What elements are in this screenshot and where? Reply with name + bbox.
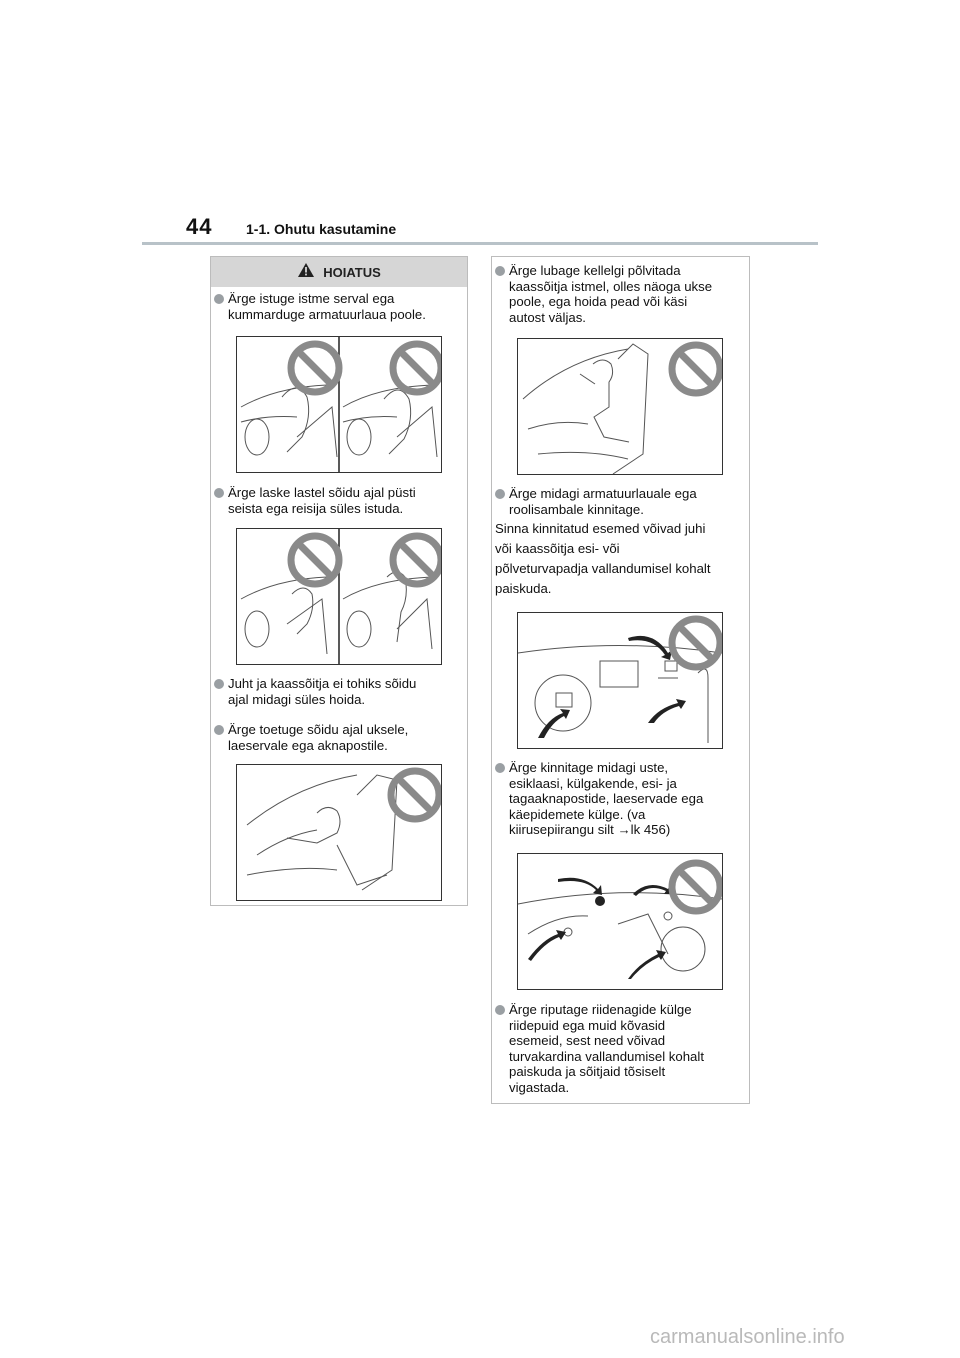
illustration-items-on-dashboard [517, 612, 723, 749]
section-title: 1-1. Ohutu kasutamine [246, 221, 397, 237]
prohibition-icon [672, 345, 720, 393]
prohibition-icon [291, 344, 339, 392]
illustration-sitting-on-seat-edge [236, 336, 442, 473]
prohibition-icon [291, 536, 339, 584]
bullet-icon [495, 266, 505, 276]
watermark: carmanualsonline.info [650, 1326, 845, 1348]
bullet-icon [495, 489, 505, 499]
illustration-leaning-on-door [236, 764, 442, 901]
bullet-icon [214, 725, 224, 735]
warning-item: Ärge istuge istme serval ega kummarduge armatuurlaua poole. [214, 291, 464, 322]
prohibition-icon [672, 619, 720, 667]
warning-item: Ärge riputage riidenagide külge riidepuid ega muid kõvasid esemeid, sest need võivad turvakardina vallandumisel kohalt paiskuda ja sõitjaid tõsiselt vigastada. [495, 1002, 747, 1095]
prohibition-icon [672, 863, 720, 911]
warning-header [211, 257, 467, 287]
warning-title: HOIATUS [323, 264, 381, 280]
warning-item: Ärge laske lastel sõidu ajal püsti seista ega reisija süles istuda. [214, 485, 464, 516]
warning-triangle-icon [297, 262, 315, 283]
warning-item: Ärge kinnitage midagi uste, esiklaasi, külgakende, esi- ja tagaaknapostide, laeservade ega käepidemete külge. (va kiirusepiirangu silt →lk 456) [495, 760, 747, 838]
warning-item: Juht ja kaassõitja ei tohiks sõidu ajal midagi süles hoida. [214, 676, 464, 707]
bullet-icon [495, 1005, 505, 1015]
bullet-icon [214, 679, 224, 689]
prohibition-icon [393, 344, 441, 392]
warning-item: Ärge toetuge sõidu ajal uksele, laeservale ega aknapostile. [214, 722, 464, 753]
illustration-kneeling-on-seat [517, 338, 723, 475]
prohibition-icon [391, 771, 439, 819]
page-number: 44 [186, 214, 213, 239]
warning-item: Ärge midagi armatuurlauale ega roolisambale kinnitage. [495, 486, 747, 517]
prohibition-icon [393, 536, 441, 584]
bullet-icon [214, 294, 224, 304]
warning-paragraph: Sinna kinnitatud esemed võivad juhi või kaassõitja esi- või põlveturvapadja vallandumisel kohalt paiskuda. [495, 521, 711, 596]
illustration-items-on-windows-pillars [517, 853, 723, 990]
warning-item: Ärge lubage kellelgi põlvitada kaassõitja istmel, olles näoga ukse poole, ega hoida pead või käsi autost väljas. [495, 263, 747, 325]
bullet-icon [495, 763, 505, 773]
bullet-icon [214, 488, 224, 498]
illustration-child-standing [236, 528, 442, 665]
header-rule [142, 242, 818, 245]
